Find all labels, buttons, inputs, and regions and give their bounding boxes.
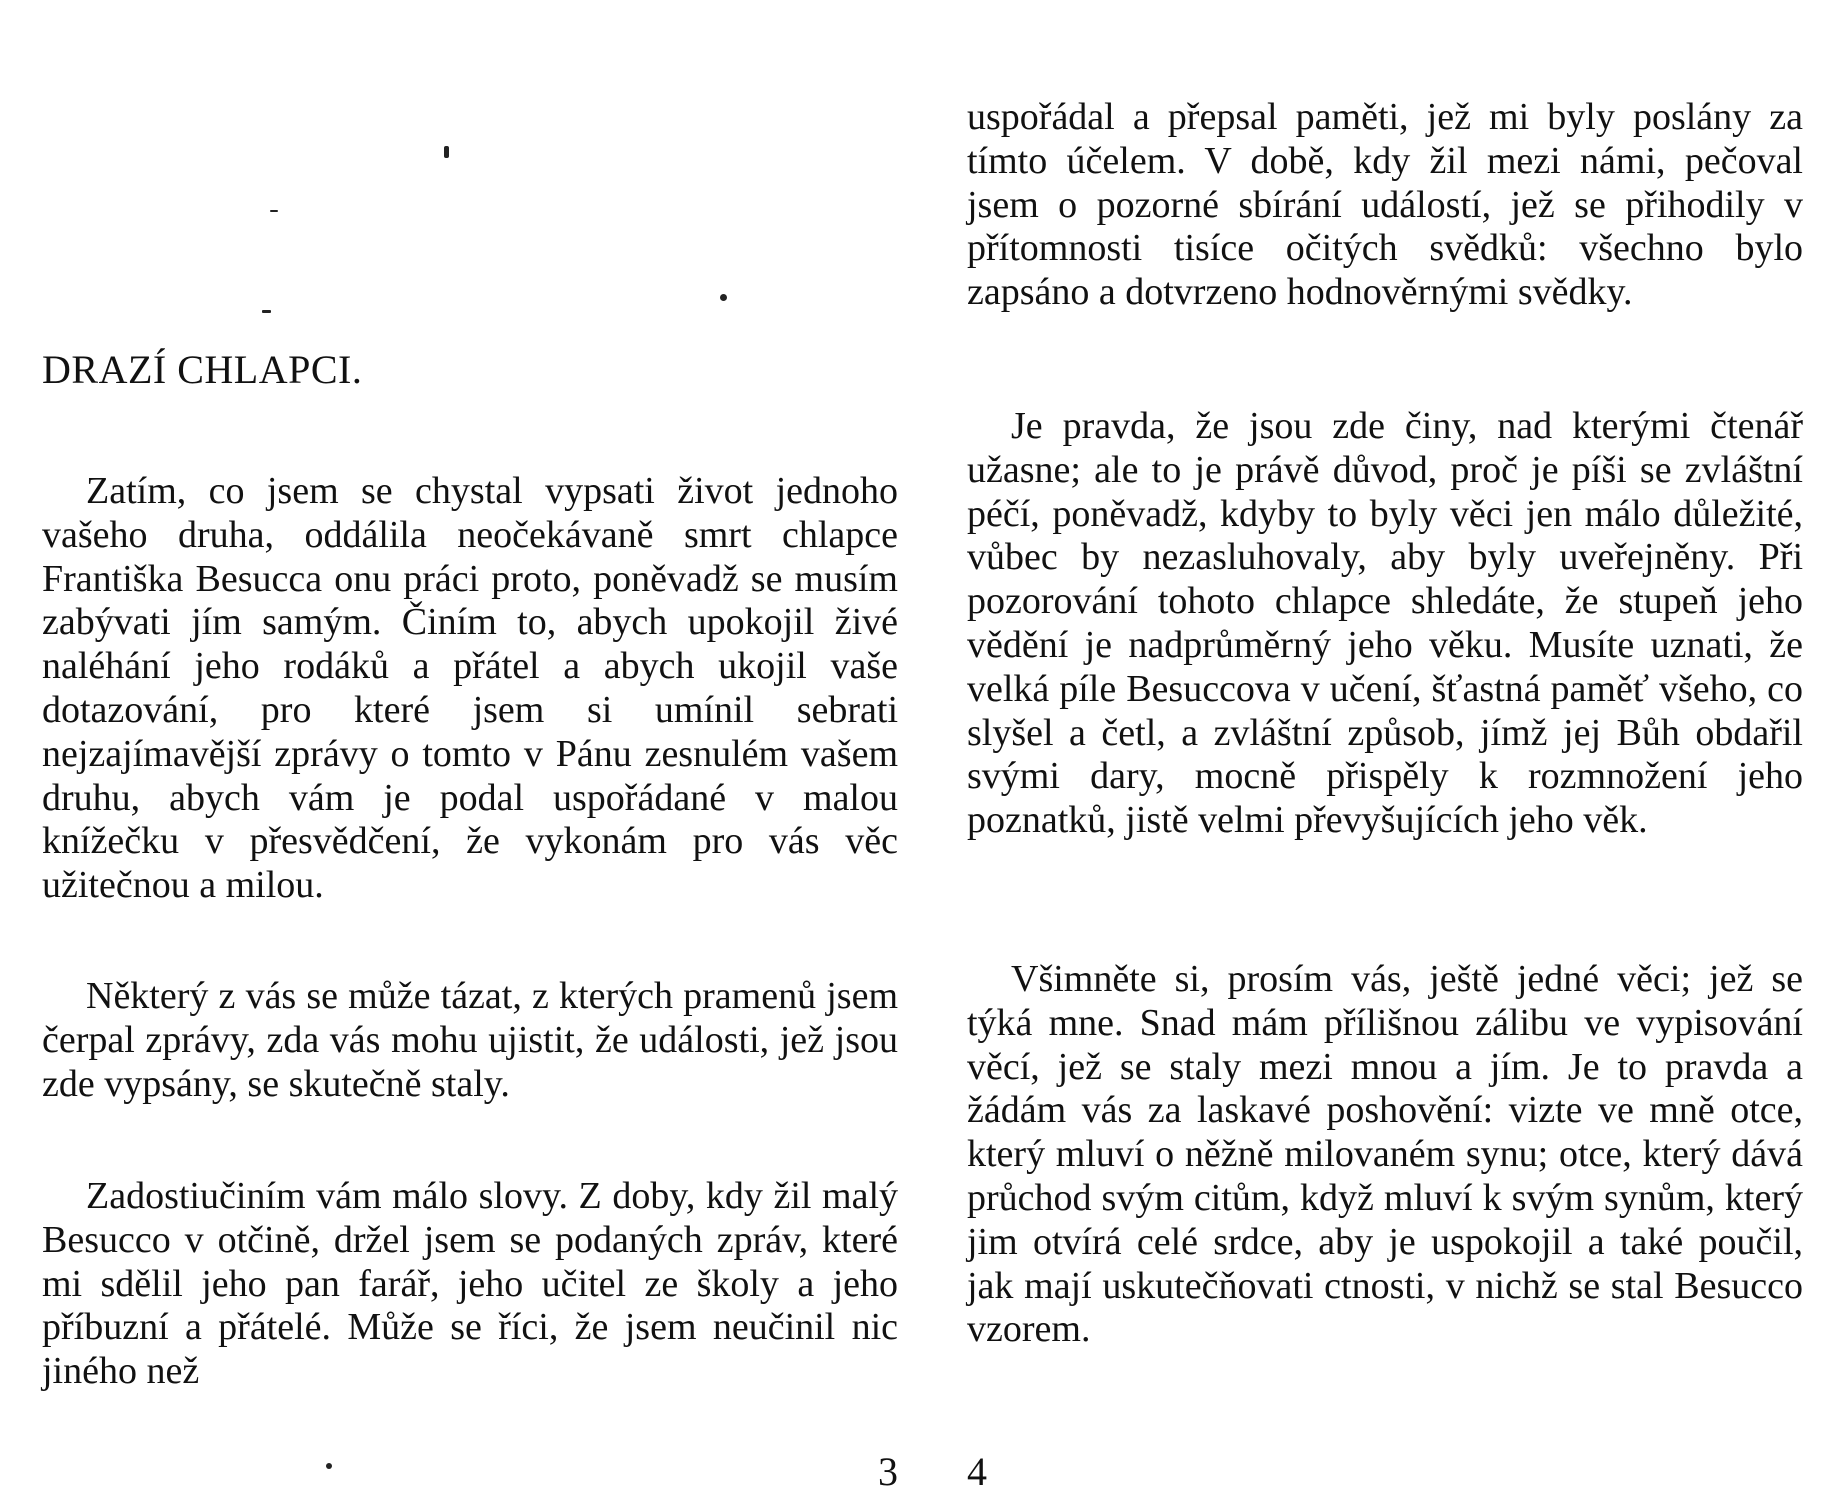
right-page bbox=[967, 0, 1803, 1500]
page-heading: DRAZÍ CHLAPCI. bbox=[42, 347, 363, 392]
scan-speck bbox=[444, 146, 449, 158]
page-number: 3 bbox=[878, 1449, 898, 1494]
scan-speck bbox=[326, 1463, 332, 1469]
paragraph: Zatím, co jsem se chystal vypsati život jednoho vašeho druha, oddálila neočekávaně smrt chlapce Františka Besucca onu práci proto, poněvadž se musím zabývati jím samým. Činím to, abych upokojil živé naléhání jeho rodáků a přátel a abych ukojil vaše dotazování, pro které jsem si umínil sebrati nejzajímavější zprávy o tomto v Pánu zesnulém vašem druhu, abych vám je podal uspořádané v malou knížečku v přesvědčení, že vykonám pro vás věc užitečnou a milou. bbox=[42, 470, 898, 907]
scan-speck bbox=[270, 210, 278, 212]
paragraph: uspořádal a přepsal paměti, jež mi byly poslány za tímto účelem. V době, kdy žil mezi námi, pečoval jsem o pozorné sbírání událostí, jež se přihodily v přítomnosti tisíce očitých svědků: všechno bylo zapsáno a dotvrzeno hodnověrnými svědky. bbox=[967, 96, 1803, 314]
page-number: 4 bbox=[967, 1449, 987, 1494]
scan-speck bbox=[720, 294, 727, 301]
paragraph: Všimněte si, prosím vás, ještě jedné věci; jež se týká mne. Snad mám přílišnou zálibu ve vypisování věcí, jež se staly mezi mnou a jím. Je to pravda a žádám vás za laskavé poshovění: vizte ve mně otce, který mluví o něžně milovaném synu; otce, který dává průchod svým citům, když mluví k svým synům, který jim otvírá celé srdce, aby je uspokojil a také poučil, jak mají uskutečňovati ctnosti, v nichž se stal Besucco vzorem. bbox=[967, 958, 1803, 1351]
paragraph: Některý z vás se může tázat, z kterých pramenů jsem čerpal zprávy, zda vás mohu ujistit, že události, jež jsou zde vypsány, se skutečně staly. bbox=[42, 975, 898, 1105]
paragraph: Zadostiučiním vám málo slovy. Z doby, kdy žil malý Besucco v otčině, držel jsem se podaných zpráv, které mi sdělil jeho pan farář, jeho učitel ze školy a jeho příbuzní a přátelé. Může se říci, že jsem neučinil nic jiného než bbox=[42, 1175, 898, 1393]
paragraph: Je pravda, že jsou zde činy, nad kterými čtenář užasne; ale to je právě důvod, proč je píši se zvláštní péčí, poněvadž, kdyby to byly věci jen málo důležité, vůbec by nezasluhovaly, aby byly uveřejněny. Při pozorování tohoto chlapce shledáte, že stupeň jeho vědění je nadprůměrný jeho věku. Musíte uznati, že velká píle Besuccova v učení, šťastná paměť všeho, co slyšel a četl, a zvláštní způsob, jímž jej Bůh obdařil svými dary, mocně přispěly k rozmnožení jeho poznatků, jistě velmi převyšujících jeho věk. bbox=[967, 405, 1803, 842]
scan-speck bbox=[262, 310, 271, 313]
left-page bbox=[42, 0, 898, 1500]
